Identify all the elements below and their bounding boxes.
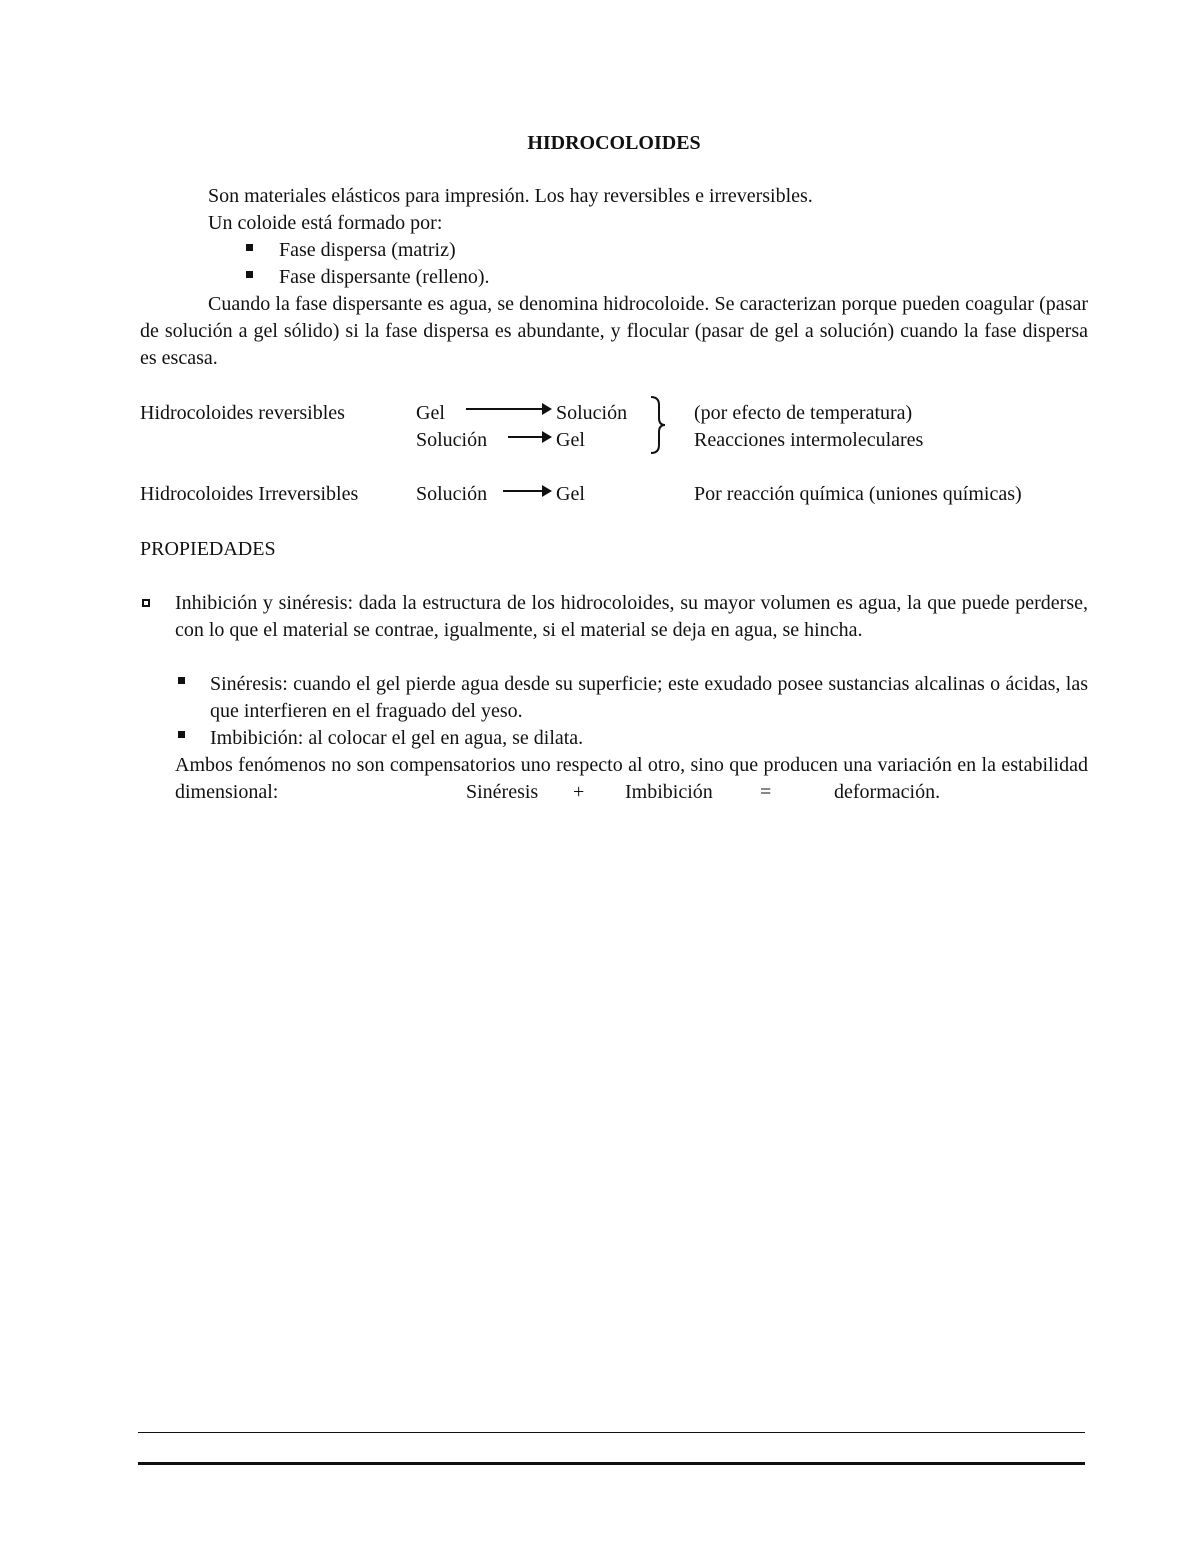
intro-line-1: Son materiales elásticos para impresión. Los hay reversibles e irreversibles. [208, 185, 813, 207]
equation-term-1: Sinéresis [466, 781, 539, 803]
rev-row2-to: Gel [556, 429, 585, 451]
irr-from: Solución [416, 483, 488, 505]
equation-equals: = [760, 781, 772, 803]
rev-note-2: Reacciones intermoleculares [694, 429, 924, 451]
rev-row2-from: Solución [416, 429, 488, 451]
square-bullet-icon [246, 271, 253, 278]
irr-note: Por reacción química (uniones químicas) [694, 483, 1022, 505]
property-sub-2: Imbibición: al colocar el gel en agua, se dilata. [210, 727, 584, 749]
right-brace-icon [648, 396, 668, 454]
irreversible-label: Hidrocoloides Irreversibles [140, 483, 359, 505]
equation-term-2: Imbibición [625, 781, 713, 803]
arrow-right-icon [466, 408, 550, 410]
arrow-right-icon [503, 490, 550, 492]
footer-rule-thin [138, 1432, 1085, 1433]
conclusion-text: Ambos fenómenos no son compensatorios uno respecto al otro, sino que producen una variación en la estabilidad dimensional: [175, 754, 1088, 803]
arrow-right-icon [508, 436, 550, 438]
document-title: HIDROCOLOIDES [527, 132, 701, 154]
equation-plus: + [573, 781, 585, 803]
intro-paragraph: Cuando la fase dispersante es agua, se denomina hidrocoloide. Se caracterizan porque pueden coagular (pasar de solución a gel sólido) si la fase dispersa es abundante, y flocular (pasar de gel a solución) cuando la fase dispersa es escasa. [140, 293, 1088, 369]
square-bullet-icon [178, 677, 185, 684]
bullet-item: Fase dispersa (matriz) [279, 239, 456, 261]
footer-rule-thick [138, 1462, 1085, 1465]
reversible-label: Hidrocoloides reversibles [140, 402, 345, 424]
bullet-item: Fase dispersante (relleno). [279, 266, 490, 288]
properties-heading: PROPIEDADES [140, 538, 276, 560]
rev-row1-from: Gel [416, 402, 445, 424]
irr-to: Gel [556, 483, 585, 505]
property-sub-1: Sinéresis: cuando el gel pierde agua desde su superficie; este exudado posee sustancias alcalinas o ácidas, las que interfieren en el fraguado del yeso. [210, 673, 1088, 722]
intro-line-2: Un coloide está formado por: [208, 212, 443, 234]
hollow-square-bullet-icon [142, 599, 150, 607]
rev-row1-to: Solución [556, 402, 628, 424]
property-item-1: Inhibición y sinéresis: dada la estructura de los hidrocoloides, su mayor volumen es agua, la que puede perderse, con lo que el material se contrae, igualmente, si el material se deja en agua, se hincha. [175, 592, 1088, 641]
rev-note-1: (por efecto de temperatura) [694, 402, 913, 424]
square-bullet-icon [178, 731, 185, 738]
square-bullet-icon [246, 244, 253, 251]
equation-result: deformación. [834, 781, 941, 803]
